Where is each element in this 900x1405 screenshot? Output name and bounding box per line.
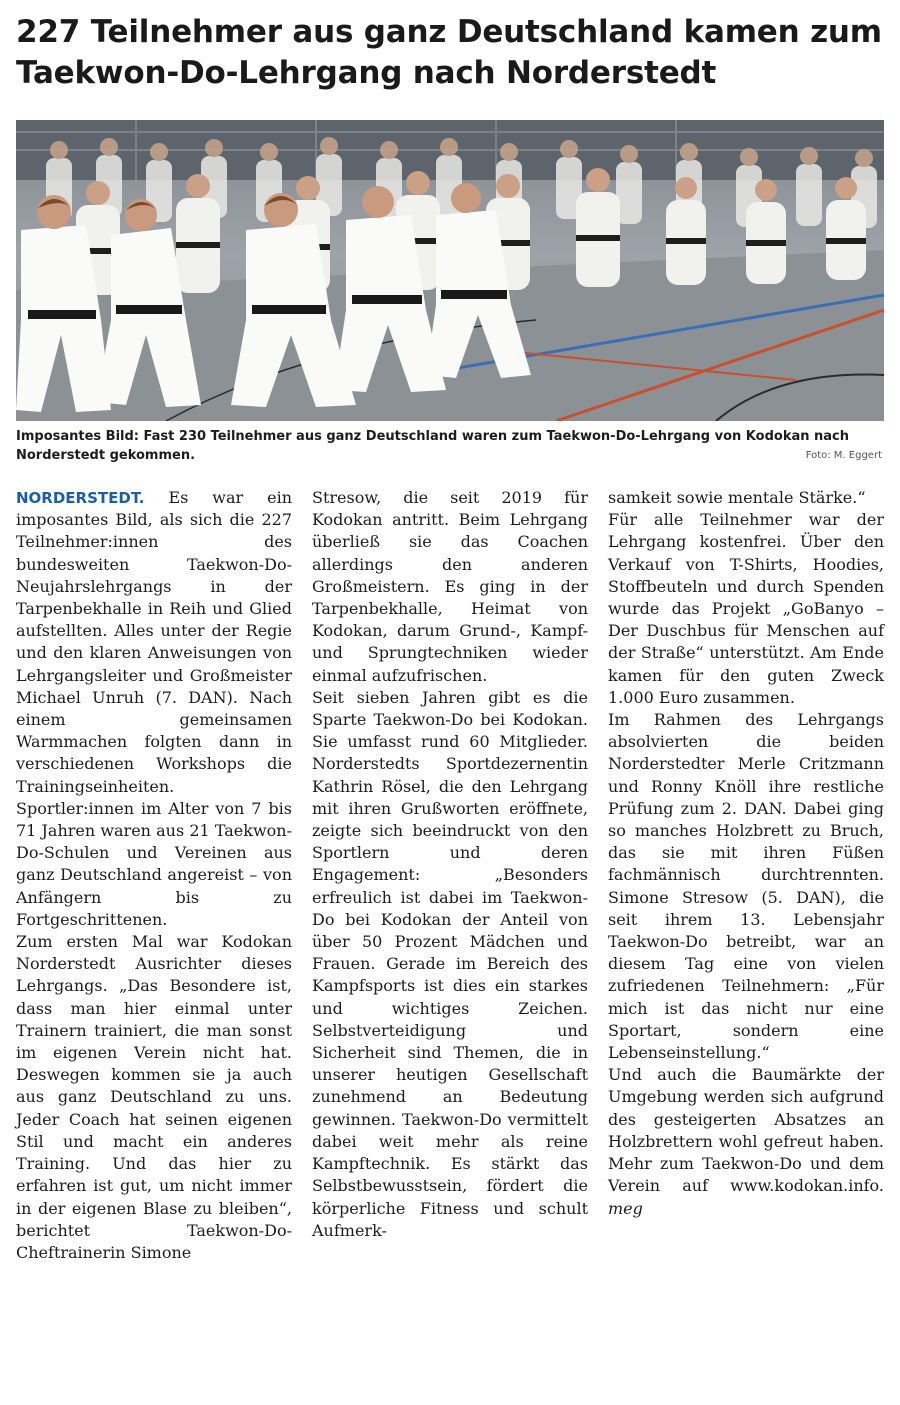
dateline: NORDERSTEDT. [16, 489, 145, 507]
article-body [16, 487, 884, 1264]
author-initials: meg [608, 1198, 643, 1218]
article-column-2 [312, 487, 588, 1264]
paragraph [608, 1064, 884, 1219]
paragraph: Zum ersten Mal war Kodokan Norderstedt Ausrichter dieses Lehrgangs. „Das Besondere ist, dass man hier einmal unter Trainern trainiert, die man sonst im eigenen Verein nicht hat. Deswegen kommen sie ja auch aus ganz Deutschland zu uns. Jeder Coach hat seinen eigenen Stil und macht ein anderes Training. Und das hier zu erfahren ist gut, um nicht immer in der eigenen Blase zu bleiben“, berichtet Taekwon-Do-Cheftrainerin Simone [16, 932, 292, 1262]
taekwondo-group-photo [16, 120, 884, 421]
article-photo [16, 120, 884, 421]
article-column-3 [608, 487, 884, 1264]
paragraph: Für alle Teilnehmer war der Lehrgang kostenfrei. Über den Verkauf von T-Shirts, Hoodies, Stoffbeuteln und durch Spenden wurde das Projekt „GoBanyo – Der Duschbus für Menschen auf der Straße“ unterstützt. Am Ende kamen für den guten Zweck 1.000 Euro zusammen. [608, 510, 884, 707]
headline: 227 Teilnehmer aus ganz Deutschland kamen zum Taekwon-Do-Lehrgang nach Norderstedt [16, 14, 882, 91]
caption-text: Imposantes Bild: Fast 230 Teilnehmer aus ganz Deutschland waren zum Taekwon-Do-Lehrgang von Kodokan nach Norderstedt gekommen. [16, 429, 850, 463]
paragraph: samkeit sowie mentale Stärke.“ [608, 488, 866, 507]
article-column-1 [16, 487, 292, 1264]
paragraph: Im Rahmen des Lehrgangs absolvierten die beiden Norderstedter Merle Critzmann und Ronny Knöll ihre restliche Prüfung zum 2. DAN. Dabei ging so manches Holzbrett zu Bruch, das sie mit ihren Füßen fachmännisch durchtrennten. Simone Stresow (5. DAN), die seit ihrem 13. Lebensjahr Taekwon-Do betreibt, war an diesem Tag eine von vielen zufriedenen Teilnehmern: „Für mich ist das nicht nur eine Sportart, sondern eine Lebenseinstellung.“ [608, 710, 884, 1063]
photo-credit: Foto: M. Eggert [805, 450, 882, 461]
paragraph: Seit sieben Jahren gibt es die Sparte Taekwon-Do bei Kodokan. Sie umfasst rund 60 Mitglieder. Norderstedts Sportdezernentin Kathrin Rösel, die den Lehrgang mit ihren Grußworten eröffnete, zeigte sich beeindruckt von den Sportlern und deren Engagement: „Besonders erfreulich ist dabei im Taekwon-Do bei Kodokan der Anteil von über 50 Prozent Mädchen und Frauen. Gerade im Bereich des Kampfsports ist dies ein starkes und wichtiges Zeichen. Selbstverteidigung und Sicherheit sind Themen, die in unserer heutigen Gesellschaft zunehmend an Bedeutung gewinnen. Taekwon-Do vermittelt dabei weit mehr als reine Kampftechnik. Es stärkt das Selbstbewusstsein, fördert die körperliche Fitness und schult Aufmerk- [312, 687, 588, 1240]
photo-caption [16, 427, 884, 465]
paragraph-text: Und auch die Baumärkte der Umgebung werden sich aufgrund des gesteigerten Absatzes an Holzbrettern wohl gefreut haben. Mehr zum Taekwon-Do und dem Verein auf www.kodokan.info. [608, 1065, 884, 1196]
paragraph-text: Es war ein imposantes Bild, als sich die 227 Teilnehmer:innen des bundesweiten Taekwon-Do-Neujahrslehrgangs in der Tarpenbekhalle in Reih und Glied aufstellten. Alles unter der Regie und den klaren Anweisungen von Lehrgangsleiter und Großmeister Michael Unruh (7. DAN). Nach einem gemeinsamen Warmmachen folgten dann in verschiedenen Workshops die Trainingseinheiten. Sportler:innen im Alter von 7 bis 71 Jahren waren aus 21 Taekwon-Do-Schulen und Vereinen aus ganz Deutschland angereist – von Anfängern bis zu Fortgeschrittenen. [16, 488, 292, 929]
paragraph [16, 487, 292, 931]
paragraph: Stresow, die seit 2019 für Kodokan antritt. Beim Lehrgang überließ sie das Coachen allerdings den anderen Großmeistern. Es ging in der Tarpenbekhalle, Heimat von Kodokan, darum Grund-, Kampf- und Sprungtechniken wieder einmal aufzufrischen. [312, 488, 588, 685]
